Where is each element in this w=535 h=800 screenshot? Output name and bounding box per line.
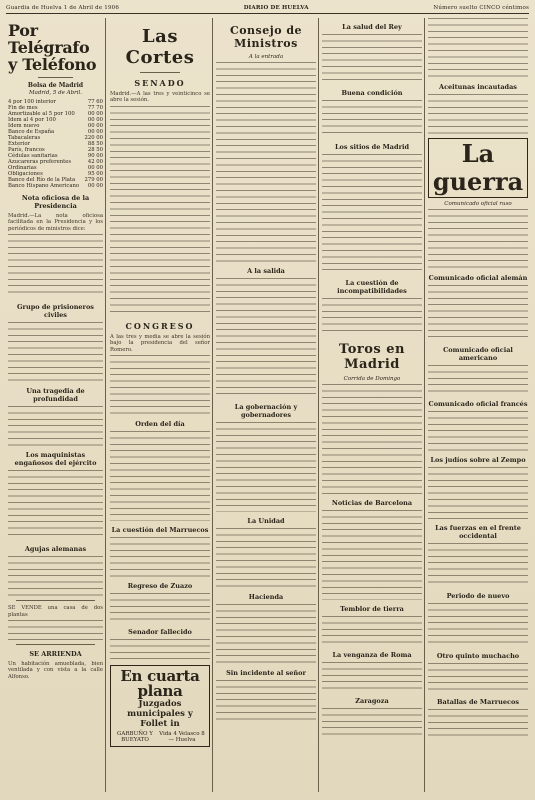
article-body (322, 100, 422, 138)
table-row: Tabacaleras 220 00 (8, 135, 103, 141)
ad-subheadline: Juzgados municipales y Follet in (127, 699, 193, 730)
article-body (8, 556, 103, 596)
section-subtitle: Comunicado oficial ruso (444, 201, 512, 207)
article-body (322, 298, 422, 336)
bolsa-date: Madrid, 5 de Abril. (29, 90, 82, 96)
section-title: La salud del Rey (342, 23, 402, 31)
section-title: Batallas de Marruecos (436, 698, 519, 706)
table-row: París, francos 28 50 (8, 147, 103, 153)
column-2 (110, 18, 210, 794)
article-body (322, 510, 422, 600)
article-body (428, 603, 528, 647)
article-body (216, 278, 316, 398)
article-body (428, 663, 528, 693)
article-body (322, 34, 422, 84)
section-title: Regreso de Zuazo (127, 582, 193, 591)
article-body (322, 708, 422, 738)
section-title-consejo: Consejo de Ministros (229, 24, 303, 50)
article-body (322, 616, 422, 646)
article-body (8, 322, 103, 382)
table-row: Idem nuevo 00 00 (8, 123, 103, 129)
article-body (8, 234, 103, 298)
guerra-banner (428, 138, 528, 198)
article-body (428, 209, 528, 269)
section-title-cortes: Las Cortes (125, 26, 195, 68)
section-title: Temblor de tierra (340, 605, 404, 613)
column-5 (428, 18, 528, 794)
article-body (322, 662, 422, 692)
article-body (110, 639, 210, 661)
article-body (428, 285, 528, 341)
section-title: Noticias de Barcelona (331, 499, 413, 507)
headline-telegrafo: Por Telégrafo y Teléfono (8, 21, 97, 74)
column-3 (216, 18, 316, 794)
column-divider (318, 18, 319, 792)
divider (16, 600, 95, 601)
article-body (216, 528, 316, 588)
section-subtitle: A la entrada (248, 54, 284, 60)
table-row: Idem al 4 por 100 00 00 (8, 117, 103, 123)
article-body (8, 470, 103, 540)
article-body (216, 422, 316, 512)
article-body (428, 709, 528, 739)
article-body (428, 543, 528, 587)
article-text: A las tres y media se abre la sesión bajo la presidencia del señor Romero. (110, 333, 210, 353)
column-divider (212, 18, 213, 792)
article-body (216, 604, 316, 664)
table-row: Fin de mes 77 70 (8, 105, 103, 111)
column-1 (8, 18, 103, 794)
section-title: Comunicado oficial americano (443, 346, 513, 362)
section-title: Zaragoza (355, 697, 389, 705)
column-divider (424, 18, 425, 792)
article-body (322, 384, 422, 494)
section-title: Los maquinistas engañosos del ejército (14, 451, 97, 468)
table-row: Banco Hispano Americano 00 00 (8, 183, 103, 189)
section-title: Orden del día (135, 420, 185, 429)
section-title: A la salida (247, 267, 285, 275)
article-body (110, 431, 210, 521)
section-title: Buena condición (341, 89, 403, 97)
classified-title: SE ARRIENDA (29, 650, 82, 659)
article-text: Madrid.—La nota oficiosa facilitada en la Presidencia y los periódicos de ministros dice: (8, 213, 103, 232)
section-title: Comunicado oficial alemán (428, 274, 528, 282)
section-title: Sin incidente al señor (226, 669, 306, 677)
table-row: Amortizable al 5 por 100 00 00 (8, 111, 103, 117)
table-row: Obligaciones 95 00 (8, 171, 103, 177)
table-row: Azucareras preferentes 42 00 (8, 159, 103, 165)
article-body (216, 680, 316, 720)
section-title: Periodo de nuevo (446, 592, 510, 600)
masthead-title: DIARIO DE HUELVA (243, 5, 309, 11)
column-4 (322, 18, 422, 794)
classified-ad: Un habitación amueblada, bien ventilada y con vista a la calle Alfonso. (8, 661, 103, 680)
article-body (428, 467, 528, 519)
table-row: Banco del Río de la Plata 279 00 (8, 177, 103, 183)
ad-footer: GARBUÑO Y BUEYATO Vida 4 Velasco 8 — Huelva (117, 731, 205, 744)
masthead-price: Número suelto CINCO céntimos (433, 5, 529, 11)
section-title: Otro quinto muchacho (436, 652, 520, 660)
section-title: Nota oficiosa de la Presidencia (21, 194, 90, 210)
section-title: Los sitios de Madrid (334, 143, 410, 151)
divider (38, 77, 73, 78)
article-body (428, 18, 528, 78)
table-row: Exterior 88 50 (8, 141, 103, 147)
divider (140, 72, 180, 73)
section-title: Hacienda (248, 593, 284, 601)
article-body (428, 365, 528, 395)
classified-ad: SE VENDE una casa de dos plantas (8, 605, 103, 618)
ad-headline: En cuarta plana (120, 667, 200, 701)
article-body (110, 106, 210, 316)
table-row: Cédulas sanitarias 90 00 (8, 153, 103, 159)
section-title: Aceitunas incautadas (439, 83, 517, 91)
article-body (110, 537, 210, 577)
section-title: La Unidad (247, 517, 285, 525)
article-text: Madrid.—A las tres y veinticinco se abre la sesión. (110, 91, 210, 104)
section-title: Las fuerzas en el frente occidental (435, 524, 521, 540)
article-body (428, 94, 528, 134)
table-row: 4 por 100 interior 77 60 (8, 99, 103, 105)
section-title: La cuestión del Marruecos (111, 526, 209, 535)
section-title-toros: Toros en Madrid (339, 342, 405, 372)
article-body (8, 620, 103, 640)
advertisement (110, 665, 210, 747)
section-title: La gobernación y gobernadores (234, 403, 298, 419)
section-title: Comunicado oficial francés (428, 400, 528, 408)
article-body (110, 355, 210, 415)
masthead (6, 3, 529, 14)
section-subtitle: Corrida de Domingo (343, 376, 401, 382)
section-title: La venganza de Roma (332, 651, 412, 659)
guerra-title: La guerra (432, 139, 524, 196)
article-body (8, 406, 103, 446)
section-title-senado: SENADO (134, 78, 186, 88)
section-title: Senador fallecido (128, 628, 192, 637)
article-body (110, 593, 210, 623)
column-divider (105, 18, 106, 792)
section-title: Grupo de prisioneros civiles (17, 303, 94, 320)
divider (16, 644, 95, 645)
article-body (322, 154, 422, 274)
section-title: La cuestión de incompatibilidades (337, 279, 407, 295)
table-row: Banco de España 00 00 (8, 129, 103, 135)
section-title: Una tragedia de profundidad (26, 387, 85, 404)
article-body (216, 62, 316, 262)
table-row: Ordinarias 00 00 (8, 165, 103, 171)
section-title-congreso: CONGRESO (125, 320, 195, 331)
masthead-date: Guardia de Huelva 1 de Abril de 1906 (6, 5, 120, 11)
bolsa-table (8, 99, 103, 189)
article-body (428, 411, 528, 451)
bolsa-title: Bolsa de Madrid (27, 82, 84, 89)
section-title: Agujas alemanas (24, 545, 87, 554)
section-title: Los judíos sobre al Zempo (430, 456, 526, 464)
